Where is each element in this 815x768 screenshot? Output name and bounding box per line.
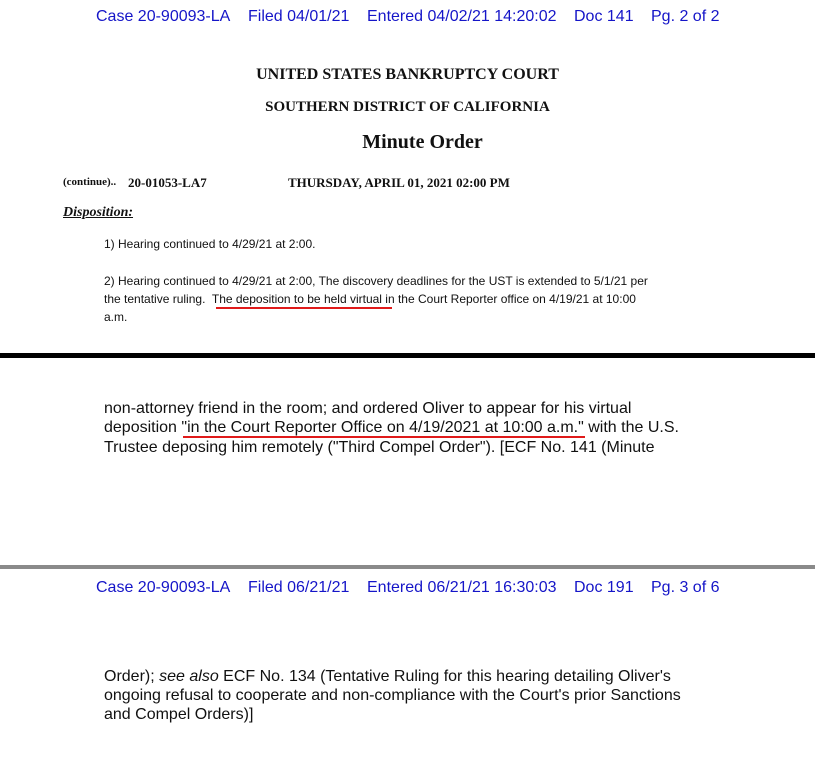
document-title: Minute Order — [362, 131, 483, 153]
header-2-doc-number: Doc 191 — [574, 579, 634, 596]
continue-label: (continue).. — [63, 176, 117, 188]
disposition-item-2-line-2 — [104, 292, 636, 306]
header-page-number: Pg. 2 of 2 — [651, 8, 720, 25]
header-2-entered-date: Entered 06/21/21 16:30:03 — [367, 579, 557, 596]
item-2-highlighted-text: The deposition to be held virtual — [211, 292, 382, 306]
case-number: 20-01053-LA7 — [128, 175, 207, 190]
excerpt-1-text-before: deposition — [104, 419, 182, 436]
disposition-item-2-line-3: a.m. — [104, 310, 128, 324]
red-underline-deposition — [216, 307, 392, 309]
header-2-page-number: Pg. 3 of 6 — [651, 579, 720, 596]
item-2-text-before: the tentative ruling. — [104, 292, 212, 306]
disposition-label: Disposition: — [63, 205, 134, 220]
excerpt-2-line-1 — [104, 668, 671, 686]
header-doc-number: Doc 141 — [574, 8, 634, 25]
disposition-item-1: 1) Hearing continued to 4/29/21 at 2:00. — [104, 237, 316, 251]
hearing-date-time: THURSDAY, APRIL 01, 2021 02:00 PM — [288, 175, 510, 190]
excerpt-2-text-before: Order); — [104, 668, 160, 685]
excerpt-1-line-3: Trustee deposing him remotely ("Third Compel Order"). [ECF No. 141 (Minute — [104, 439, 655, 456]
excerpt-2-line-2: ongoing refusal to cooperate and non-compliance with the Court's prior Sanctions — [104, 687, 681, 704]
disposition-item-2-line-1: 2) Hearing continued to 4/29/21 at 2:00, The discovery deadlines for the UST is extended to 5/1/21 per — [104, 274, 648, 288]
gray-separator — [0, 565, 815, 569]
excerpt-1-text-after: " with the U.S. — [578, 419, 679, 436]
header-filed-date: Filed 04/01/21 — [248, 8, 350, 25]
thick-separator — [0, 353, 815, 358]
header-2-filed-date: Filed 06/21/21 — [248, 579, 350, 596]
header-entered-date: Entered 04/02/21 14:20:02 — [367, 8, 557, 25]
header-2-case-number: Case 20-90093-LA — [96, 579, 231, 596]
excerpt-1-line-2 — [104, 419, 679, 437]
red-underline-court-reporter — [183, 436, 585, 438]
doc-header-bottom — [0, 579, 815, 599]
excerpt-2-line-3: and Compel Orders)] — [104, 706, 254, 723]
doc-header-top — [0, 8, 815, 28]
excerpt-1-highlighted-text: "in the Court Reporter Office on 4/19/2021 at 10:00 a.m. — [181, 419, 579, 436]
header-case-number: Case 20-90093-LA — [96, 8, 231, 25]
item-2-text-after: in the Court Reporter office on 4/19/21 at 10:00 — [381, 292, 636, 306]
excerpt-2-italic-text: see also — [159, 668, 219, 685]
district-name: SOUTHERN DISTRICT OF CALIFORNIA — [265, 99, 550, 115]
excerpt-2-text-after: ECF No. 134 (Tentative Ruling for this hearing detailing Oliver's — [218, 668, 671, 685]
court-name: UNITED STATES BANKRUPTCY COURT — [256, 66, 559, 83]
excerpt-1-line-1: non-attorney friend in the room; and ordered Oliver to appear for his virtual — [104, 400, 632, 417]
